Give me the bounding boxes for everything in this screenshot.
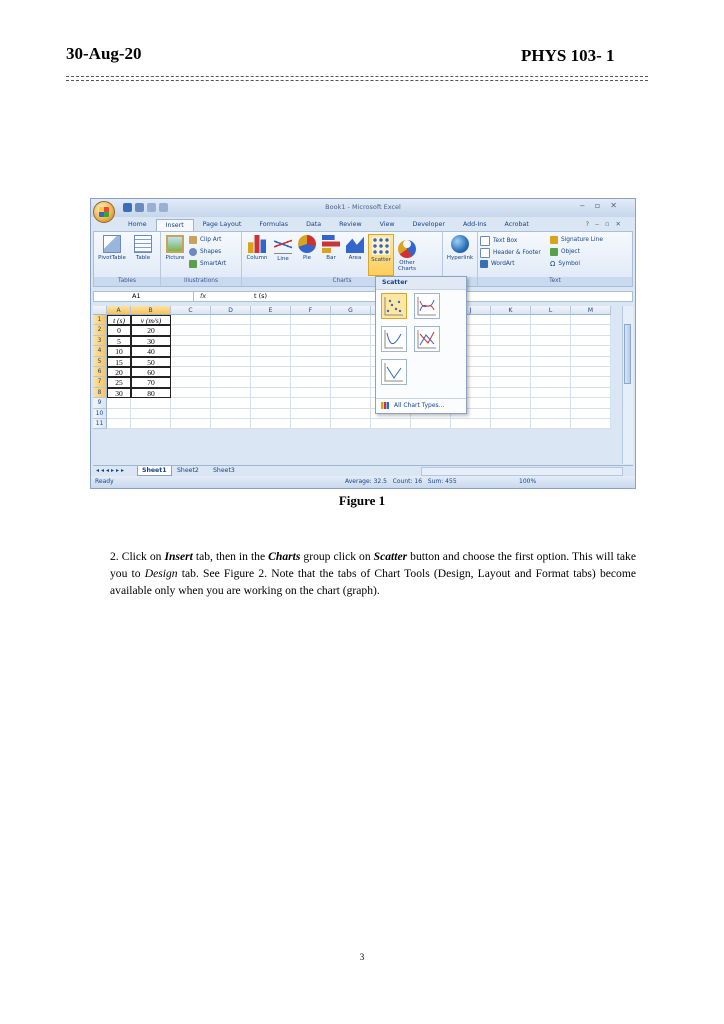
line-label: Line xyxy=(277,256,289,262)
cell-E2[interactable] xyxy=(251,325,291,335)
cell-D8[interactable] xyxy=(211,388,251,398)
table-button[interactable] xyxy=(130,235,156,261)
area-chart-icon xyxy=(346,235,364,253)
cell-A5[interactable]: 15 xyxy=(107,357,131,367)
group-text xyxy=(478,232,632,286)
header-footer-button[interactable] xyxy=(480,248,541,258)
object-label: Object xyxy=(561,249,580,255)
step-number: 2. xyxy=(110,550,119,563)
text-box-icon xyxy=(480,236,490,246)
other-charts-label: Other xyxy=(399,260,415,266)
tab-add-ins[interactable]: Add-Ins xyxy=(462,221,487,228)
column-header[interactable]: D xyxy=(211,306,251,315)
sheet-nav-arrows[interactable]: ◂◂◂▸▸▸ xyxy=(96,467,127,474)
cell-M1[interactable] xyxy=(571,315,611,325)
excel-screenshot xyxy=(90,198,636,489)
line-chart-icon xyxy=(274,235,292,254)
cell-E4[interactable] xyxy=(251,346,291,356)
tab-view[interactable]: View xyxy=(379,221,395,228)
line-chart-button[interactable] xyxy=(272,235,294,262)
scatter-straight-markers-option[interactable] xyxy=(414,326,440,352)
scatter-dropdown-heading: Scatter xyxy=(376,277,466,290)
chart-icon xyxy=(381,402,389,409)
para-text-4: button and choose the first option. This will take you to xyxy=(110,550,636,580)
row-header[interactable]: 10 xyxy=(93,409,107,419)
scatter-dropdown xyxy=(375,276,467,414)
ribbon-tabs xyxy=(119,219,538,231)
cell-L3[interactable] xyxy=(531,336,571,346)
group-label-charts: Charts xyxy=(242,277,442,286)
picture-button[interactable] xyxy=(163,235,187,261)
para-scatter: Scatter xyxy=(373,550,408,563)
symbol-button[interactable] xyxy=(550,260,580,268)
cell-F1[interactable] xyxy=(291,315,331,325)
cell-L7[interactable] xyxy=(531,377,571,387)
para-text-3: group click on xyxy=(300,550,374,563)
status-sum: Sum: 455 xyxy=(427,478,457,485)
sheet-tab-3[interactable]: Sheet3 xyxy=(213,467,235,474)
smartart-icon xyxy=(189,260,197,268)
cell-L9[interactable] xyxy=(531,398,571,408)
tab-page-layout[interactable]: Page Layout xyxy=(202,221,242,228)
column-header[interactable]: E xyxy=(251,306,291,315)
cell-A7[interactable]: 25 xyxy=(107,377,131,387)
window-controls[interactable]: ‒▫✕ xyxy=(579,201,627,210)
cell-B1[interactable]: v (m/s) xyxy=(131,315,171,325)
row-header[interactable]: 4 xyxy=(93,346,107,356)
cell-D10[interactable] xyxy=(211,409,251,419)
cell-F11[interactable] xyxy=(291,419,331,429)
cell-E1[interactable] xyxy=(251,315,291,325)
cell-M9[interactable] xyxy=(571,398,611,408)
object-icon xyxy=(550,248,558,256)
header-footer-icon xyxy=(480,248,490,258)
clip-art-button[interactable] xyxy=(189,236,221,244)
cell-B9[interactable] xyxy=(131,398,171,408)
cell-D11[interactable] xyxy=(211,419,251,429)
signature-line-button[interactable] xyxy=(550,236,603,244)
cell-A8[interactable]: 30 xyxy=(107,388,131,398)
horizontal-scrollbar[interactable] xyxy=(421,467,623,476)
tab-review[interactable]: Review xyxy=(339,221,362,228)
shapes-label: Shapes xyxy=(200,249,222,255)
cell-L5[interactable] xyxy=(531,357,571,367)
table-icon xyxy=(134,235,152,253)
cell-E3[interactable] xyxy=(251,336,291,346)
all-chart-types-label: All Chart Types... xyxy=(394,402,445,409)
sheet-tab-2[interactable]: Sheet2 xyxy=(177,467,199,474)
column-header[interactable]: C xyxy=(171,306,211,315)
bar-chart-icon xyxy=(322,235,340,253)
scatter-chart-icon xyxy=(372,237,390,255)
area-chart-button[interactable] xyxy=(344,235,366,261)
cell-L8[interactable] xyxy=(531,388,571,398)
cell-C2[interactable] xyxy=(171,325,211,335)
instruction-paragraph xyxy=(110,548,636,599)
cell-G6[interactable] xyxy=(331,367,371,377)
cell-E7[interactable] xyxy=(251,377,291,387)
cell-A1[interactable]: t (s) xyxy=(107,315,131,325)
pivottable-icon xyxy=(103,235,121,253)
cell-C3[interactable] xyxy=(171,336,211,346)
cell-M5[interactable] xyxy=(571,357,611,367)
pie-chart-icon xyxy=(298,235,316,253)
status-average: Average: 32.5 xyxy=(345,478,387,485)
excel-title-bar xyxy=(91,199,635,217)
cell-B5[interactable]: 50 xyxy=(131,357,171,367)
column-header[interactable]: M xyxy=(571,306,611,315)
row-header[interactable]: 7 xyxy=(93,377,107,387)
cell-G7[interactable] xyxy=(331,377,371,387)
object-button[interactable] xyxy=(550,248,580,256)
table-label: Table xyxy=(135,255,151,261)
cell-A6[interactable]: 20 xyxy=(107,367,131,377)
globe-icon xyxy=(451,235,469,253)
smartart-button[interactable] xyxy=(189,260,226,268)
cell-G1[interactable] xyxy=(331,315,371,325)
tab-insert[interactable]: Insert xyxy=(156,219,194,231)
cell-G2[interactable] xyxy=(331,325,371,335)
cell-A3[interactable]: 5 xyxy=(107,336,131,346)
cell-C11[interactable] xyxy=(171,419,211,429)
cell-L4[interactable] xyxy=(531,346,571,356)
zoom-level[interactable]: 100% xyxy=(519,478,537,485)
cell-D4[interactable] xyxy=(211,346,251,356)
cell-K8[interactable] xyxy=(491,388,531,398)
para-charts: Charts xyxy=(268,550,301,563)
scatter-smooth-lines-icon xyxy=(384,329,404,349)
figure-caption: Figure 1 xyxy=(338,493,386,508)
tab-data[interactable]: Data xyxy=(306,221,322,228)
cell-L2[interactable] xyxy=(531,325,571,335)
cell-B10[interactable] xyxy=(131,409,171,419)
name-box[interactable]: A1 xyxy=(94,292,194,301)
row-header[interactable]: 6 xyxy=(93,367,107,377)
formula-input[interactable]: t (s) xyxy=(254,292,268,300)
group-label-illustrations: Illustrations xyxy=(161,277,241,286)
group-illustrations xyxy=(161,232,242,286)
text-box-button[interactable] xyxy=(480,236,517,246)
status-bar xyxy=(91,476,635,488)
sheet-tab-1[interactable]: Sheet1 xyxy=(137,466,172,476)
tab-acrobat[interactable]: Acrobat xyxy=(504,221,529,228)
cell-D5[interactable] xyxy=(211,357,251,367)
column-header[interactable]: G xyxy=(331,306,371,315)
cell-C6[interactable] xyxy=(171,367,211,377)
cell-F8[interactable] xyxy=(291,388,331,398)
scatter-straight-markers-icon xyxy=(417,329,437,349)
row-header[interactable]: 5 xyxy=(93,357,107,367)
cell-E10[interactable] xyxy=(251,409,291,419)
cell-B6[interactable]: 60 xyxy=(131,367,171,377)
page-number: 3 xyxy=(359,952,365,962)
hyperlink-button[interactable] xyxy=(445,235,475,261)
sheet-tabs-bar xyxy=(93,465,633,476)
cell-K2[interactable] xyxy=(491,325,531,335)
shapes-button[interactable] xyxy=(189,248,221,256)
scatter-smooth-lines-option[interactable] xyxy=(381,326,407,352)
column-header[interactable]: K xyxy=(491,306,531,315)
scatter-smooth-markers-icon xyxy=(417,296,437,316)
cell-L6[interactable] xyxy=(531,367,571,377)
cell-M10[interactable] xyxy=(571,409,611,419)
cell-J11[interactable] xyxy=(451,419,491,429)
column-header[interactable]: B xyxy=(131,306,171,315)
cell-G10[interactable] xyxy=(331,409,371,419)
cell-C8[interactable] xyxy=(171,388,211,398)
cell-B8[interactable]: 80 xyxy=(131,388,171,398)
cell-K6[interactable] xyxy=(491,367,531,377)
vertical-scrollbar[interactable] xyxy=(622,306,633,464)
row-header[interactable]: 11 xyxy=(93,419,107,429)
cell-M7[interactable] xyxy=(571,377,611,387)
cell-F5[interactable] xyxy=(291,357,331,367)
cell-C5[interactable] xyxy=(171,357,211,367)
header-date: 30-Aug-20 xyxy=(66,44,142,63)
cell-A4[interactable]: 10 xyxy=(107,346,131,356)
signature-label: Signature Line xyxy=(561,237,603,243)
cell-D6[interactable] xyxy=(211,367,251,377)
bar-chart-button[interactable] xyxy=(320,235,342,261)
cell-K3[interactable] xyxy=(491,336,531,346)
pivottable-button[interactable] xyxy=(98,235,126,261)
column-header[interactable]: A xyxy=(107,306,131,315)
omega-icon: Ω xyxy=(550,260,556,268)
cell-F7[interactable] xyxy=(291,377,331,387)
status-count: Count: 16 xyxy=(392,478,423,485)
para-text-5: tab. See Figure 2. Note that the tabs of Chart Tools (Design, Layout and Format tabs) become available only when you are working on the chart (graph). xyxy=(110,567,636,597)
cell-E5[interactable] xyxy=(251,357,291,367)
header-rule xyxy=(66,76,648,81)
row-header[interactable]: 2 xyxy=(93,325,107,335)
ribbon xyxy=(93,231,633,287)
clip-art-icon xyxy=(189,236,197,244)
area-label: Area xyxy=(348,255,362,261)
wordart-button[interactable] xyxy=(480,260,515,268)
hyperlink-label: Hyperlink xyxy=(446,255,474,261)
column-chart-button[interactable] xyxy=(244,235,270,261)
row-header[interactable]: 9 xyxy=(93,398,107,408)
pivottable-label: PivotTable xyxy=(98,255,126,261)
cell-D3[interactable] xyxy=(211,336,251,346)
cell-E8[interactable] xyxy=(251,388,291,398)
cell-K7[interactable] xyxy=(491,377,531,387)
row-header[interactable]: 1 xyxy=(93,315,107,325)
cell-D7[interactable] xyxy=(211,377,251,387)
other-charts-icon xyxy=(398,240,416,258)
cell-K5[interactable] xyxy=(491,357,531,367)
cell-I11[interactable] xyxy=(411,419,451,429)
para-design: Design xyxy=(144,567,178,580)
cell-M8[interactable] xyxy=(571,388,611,398)
cell-B2[interactable]: 20 xyxy=(131,325,171,335)
column-header[interactable]: F xyxy=(291,306,331,315)
cell-G8[interactable] xyxy=(331,388,371,398)
tab-home[interactable]: Home xyxy=(128,221,147,228)
cell-A10[interactable] xyxy=(107,409,131,419)
column-label: Column xyxy=(246,255,268,261)
cell-M11[interactable] xyxy=(571,419,611,429)
cell-K11[interactable] xyxy=(491,419,531,429)
column-chart-icon xyxy=(248,235,266,253)
cell-M6[interactable] xyxy=(571,367,611,377)
column-header[interactable]: J xyxy=(451,306,491,315)
cell-E11[interactable] xyxy=(251,419,291,429)
pie-chart-button[interactable] xyxy=(296,235,318,261)
scatter-markers-icon xyxy=(384,296,404,316)
header-course: PHYS 103- 1 xyxy=(521,46,615,65)
help-icon[interactable]: ?‒▫✕ xyxy=(585,220,627,228)
cell-L10[interactable] xyxy=(531,409,571,419)
signature-icon xyxy=(550,236,558,244)
cell-G11[interactable] xyxy=(331,419,371,429)
cell-C10[interactable] xyxy=(171,409,211,419)
cell-G3[interactable] xyxy=(331,336,371,346)
cell-C1[interactable] xyxy=(171,315,211,325)
row-header[interactable]: 8 xyxy=(93,388,107,398)
scatter-smooth-markers-option[interactable] xyxy=(414,293,440,319)
group-tables xyxy=(94,232,161,286)
cell-A2[interactable]: 0 xyxy=(107,325,131,335)
cell-E6[interactable] xyxy=(251,367,291,377)
wordart-label: WordArt xyxy=(491,261,515,267)
cell-B4[interactable]: 40 xyxy=(131,346,171,356)
select-all-corner[interactable] xyxy=(93,306,107,315)
cell-F10[interactable] xyxy=(291,409,331,419)
cell-K10[interactable] xyxy=(491,409,531,419)
cell-G9[interactable] xyxy=(331,398,371,408)
para-insert: Insert xyxy=(164,550,193,563)
column-header[interactable]: L xyxy=(531,306,571,315)
para-text-1: Click on xyxy=(118,550,165,563)
symbol-label: Symbol xyxy=(558,261,580,267)
smartart-label: SmartArt xyxy=(200,261,227,267)
text-box-label: Text Box xyxy=(493,238,518,244)
other-charts-label-2: Charts xyxy=(398,266,416,272)
para-text-2: tab, then in the xyxy=(192,550,269,563)
tab-developer[interactable]: Developer xyxy=(412,221,445,228)
cell-G4[interactable] xyxy=(331,346,371,356)
scatter-straight-lines-icon xyxy=(384,362,404,382)
row-header[interactable]: 3 xyxy=(93,336,107,346)
shapes-icon xyxy=(189,248,197,256)
cell-F6[interactable] xyxy=(291,367,331,377)
picture-label: Picture xyxy=(165,255,185,261)
group-label-text: Text xyxy=(478,277,632,286)
cell-D1[interactable] xyxy=(211,315,251,325)
cell-C7[interactable] xyxy=(171,377,211,387)
cell-K4[interactable] xyxy=(491,346,531,356)
scatter-label: Scatter xyxy=(371,257,391,263)
scatter-chart-button[interactable] xyxy=(368,234,394,276)
pie-label: Pie xyxy=(302,255,312,261)
header-footer-label: Header & Footer xyxy=(493,250,541,256)
cell-F9[interactable] xyxy=(291,398,331,408)
cell-F3[interactable] xyxy=(291,336,331,346)
cell-K1[interactable] xyxy=(491,315,531,325)
cell-M3[interactable] xyxy=(571,336,611,346)
bar-label: Bar xyxy=(326,255,336,261)
cell-D2[interactable] xyxy=(211,325,251,335)
scatter-straight-lines-option[interactable] xyxy=(381,359,407,385)
scrollbar-thumb[interactable] xyxy=(624,324,631,384)
cell-H11[interactable] xyxy=(371,419,411,429)
status-ready: Ready xyxy=(95,478,114,485)
wordart-icon xyxy=(480,260,488,268)
window-title: Book1 - Microsoft Excel xyxy=(325,203,401,211)
tab-formulas[interactable]: Formulas xyxy=(259,221,289,228)
clip-art-label: Clip Art xyxy=(200,237,222,243)
fx-icon[interactable]: fx xyxy=(200,292,207,300)
cell-B3[interactable]: 30 xyxy=(131,336,171,346)
group-label-tables: Tables xyxy=(94,277,160,286)
cell-B7[interactable]: 70 xyxy=(131,377,171,387)
cell-K9[interactable] xyxy=(491,398,531,408)
all-chart-types-link[interactable] xyxy=(376,398,466,413)
cell-D9[interactable] xyxy=(211,398,251,408)
office-button[interactable] xyxy=(93,201,115,223)
cell-L11[interactable] xyxy=(531,419,571,429)
cell-G5[interactable] xyxy=(331,357,371,367)
cell-C4[interactable] xyxy=(171,346,211,356)
cell-F4[interactable] xyxy=(291,346,331,356)
cell-A11[interactable] xyxy=(107,419,131,429)
cell-M2[interactable] xyxy=(571,325,611,335)
other-charts-button[interactable] xyxy=(394,235,420,272)
formula-bar xyxy=(93,291,633,302)
picture-icon xyxy=(166,235,184,253)
cell-B11[interactable] xyxy=(131,419,171,429)
cell-M4[interactable] xyxy=(571,346,611,356)
cell-A9[interactable] xyxy=(107,398,131,408)
cell-L1[interactable] xyxy=(531,315,571,325)
status-stats xyxy=(345,476,457,488)
cell-C9[interactable] xyxy=(171,398,211,408)
scatter-markers-only-option[interactable] xyxy=(381,293,407,319)
cell-F2[interactable] xyxy=(291,325,331,335)
cell-E9[interactable] xyxy=(251,398,291,408)
